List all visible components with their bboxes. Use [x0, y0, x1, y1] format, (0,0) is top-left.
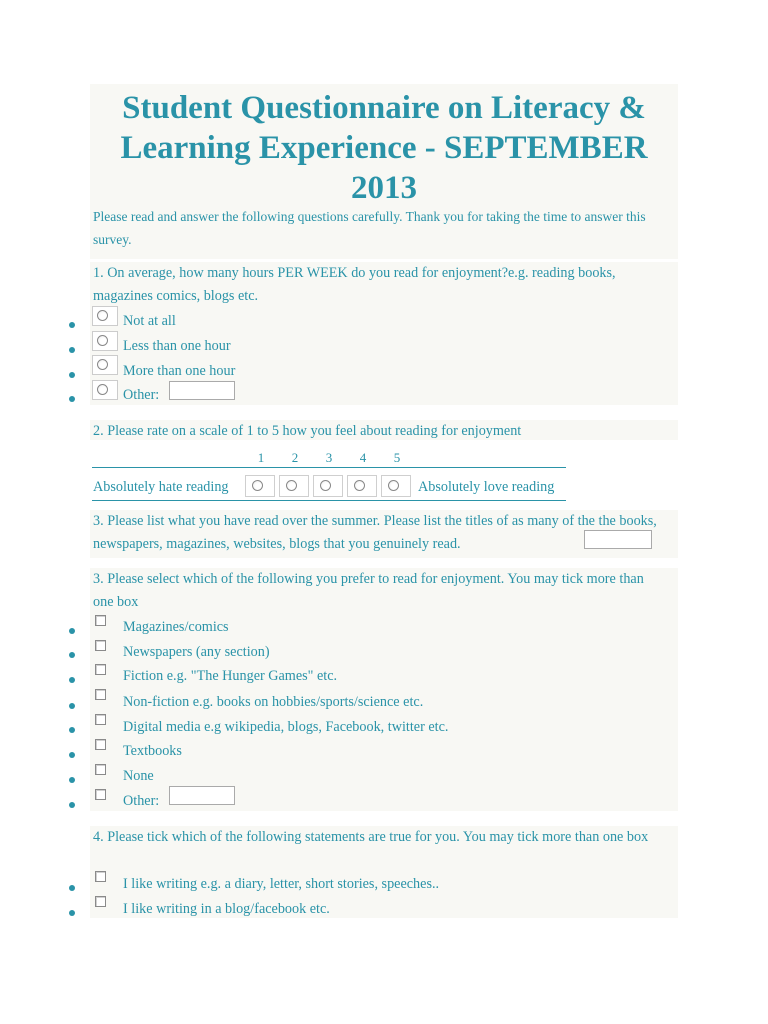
page-title: Student Questionnaire on Literacy & Learning Experience - SEPTEMBER 2013	[120, 90, 648, 206]
scale-number: 2	[291, 450, 299, 465]
bullet	[69, 347, 75, 353]
option-label: I like writing e.g. a diary, letter, short stories, speeches..	[123, 876, 440, 892]
option-label: Less than one hour	[123, 338, 231, 354]
q3b-other-input[interactable]	[169, 786, 235, 805]
checkbox-digital-media[interactable]	[95, 714, 106, 725]
bullet	[69, 372, 75, 378]
bullet	[69, 910, 75, 916]
radio-icon	[388, 480, 399, 491]
bullet	[69, 802, 75, 808]
radio-icon	[286, 480, 297, 491]
bullet	[69, 777, 75, 783]
option-label: Other:	[123, 387, 160, 403]
rating-radio-2[interactable]	[279, 475, 309, 497]
option-label: None	[123, 768, 154, 784]
option-label: Digital media e.g wikipedia, blogs, Facebook, twitter etc.	[123, 719, 449, 735]
radio-icon	[97, 335, 108, 346]
checkbox-likes-blogging[interactable]	[95, 896, 106, 907]
scale-number: 3	[325, 450, 333, 465]
bullet	[69, 677, 75, 683]
option-label: Newspapers (any section)	[123, 644, 270, 660]
rating-radio-3[interactable]	[313, 475, 343, 497]
checkbox-newspapers[interactable]	[95, 640, 106, 651]
q3b-question: 3. Please select which of the following you prefer to read for enjoyment. You may tick more than one box	[93, 571, 644, 610]
checkbox-magazines[interactable]	[95, 615, 106, 626]
rating-radio-4[interactable]	[347, 475, 377, 497]
radio-icon	[252, 480, 263, 491]
bullet	[69, 628, 75, 634]
rating-radio-5[interactable]	[381, 475, 411, 497]
option-label: Fiction e.g. "The Hunger Games" etc.	[123, 668, 338, 684]
scale-top-rule	[92, 467, 566, 468]
q4-question: 4. Please tick which of the following statements are true for you. You may tick more than one box	[93, 829, 649, 845]
q1-other-input[interactable]	[169, 381, 235, 400]
bullet	[69, 703, 75, 709]
checkbox-textbooks[interactable]	[95, 739, 106, 750]
option-label: Textbooks	[123, 743, 182, 759]
rating-radio-1[interactable]	[245, 475, 275, 497]
option-label: Not at all	[123, 313, 176, 329]
q1-question: 1. On average, how many hours PER WEEK do you read for enjoyment?e.g. reading books, magazines comics, blogs etc.	[93, 265, 616, 304]
radio-more-than-one-hour[interactable]	[92, 355, 118, 375]
radio-icon	[97, 359, 108, 370]
bullet	[69, 652, 75, 658]
checkbox-non-fiction[interactable]	[95, 689, 106, 700]
radio-icon	[320, 480, 331, 491]
radio-icon	[97, 384, 108, 395]
scale-number: 1	[257, 450, 265, 465]
option-label: Magazines/comics	[123, 619, 229, 635]
scale-high-label: Absolutely love reading	[418, 479, 555, 495]
bullet	[69, 752, 75, 758]
radio-less-than-one-hour[interactable]	[92, 331, 118, 351]
scale-number: 4	[359, 450, 367, 465]
radio-icon	[354, 480, 365, 491]
bullet	[69, 727, 75, 733]
radio-not-at-all[interactable]	[92, 306, 118, 326]
checkbox-other[interactable]	[95, 789, 106, 800]
scale-number: 5	[393, 450, 401, 465]
q3a-question: 3. Please list what you have read over the summer. Please list the titles of as many of the the books, newspapers, magazines, websites, blogs that you genuinely read.	[93, 513, 657, 552]
checkbox-none[interactable]	[95, 764, 106, 775]
radio-other[interactable]	[92, 380, 118, 400]
bullet	[69, 396, 75, 402]
option-label: I like writing in a blog/facebook etc.	[123, 901, 330, 917]
q3a-text-input[interactable]	[584, 530, 652, 549]
bullet	[69, 885, 75, 891]
option-label: Other:	[123, 793, 160, 809]
bullet	[69, 322, 75, 328]
scale-low-label: Absolutely hate reading	[93, 479, 229, 495]
radio-icon	[97, 310, 108, 321]
scale-bottom-rule	[92, 500, 566, 501]
checkbox-fiction[interactable]	[95, 664, 106, 675]
checkbox-likes-writing[interactable]	[95, 871, 106, 882]
option-label: Non-fiction e.g. books on hobbies/sports/science etc.	[123, 694, 424, 710]
option-label: More than one hour	[123, 363, 236, 379]
q2-question: 2. Please rate on a scale of 1 to 5 how you feel about reading for enjoyment	[93, 423, 522, 439]
intro-text: Please read and answer the following questions carefully. Thank you for taking the time to answer this survey.	[93, 209, 646, 247]
